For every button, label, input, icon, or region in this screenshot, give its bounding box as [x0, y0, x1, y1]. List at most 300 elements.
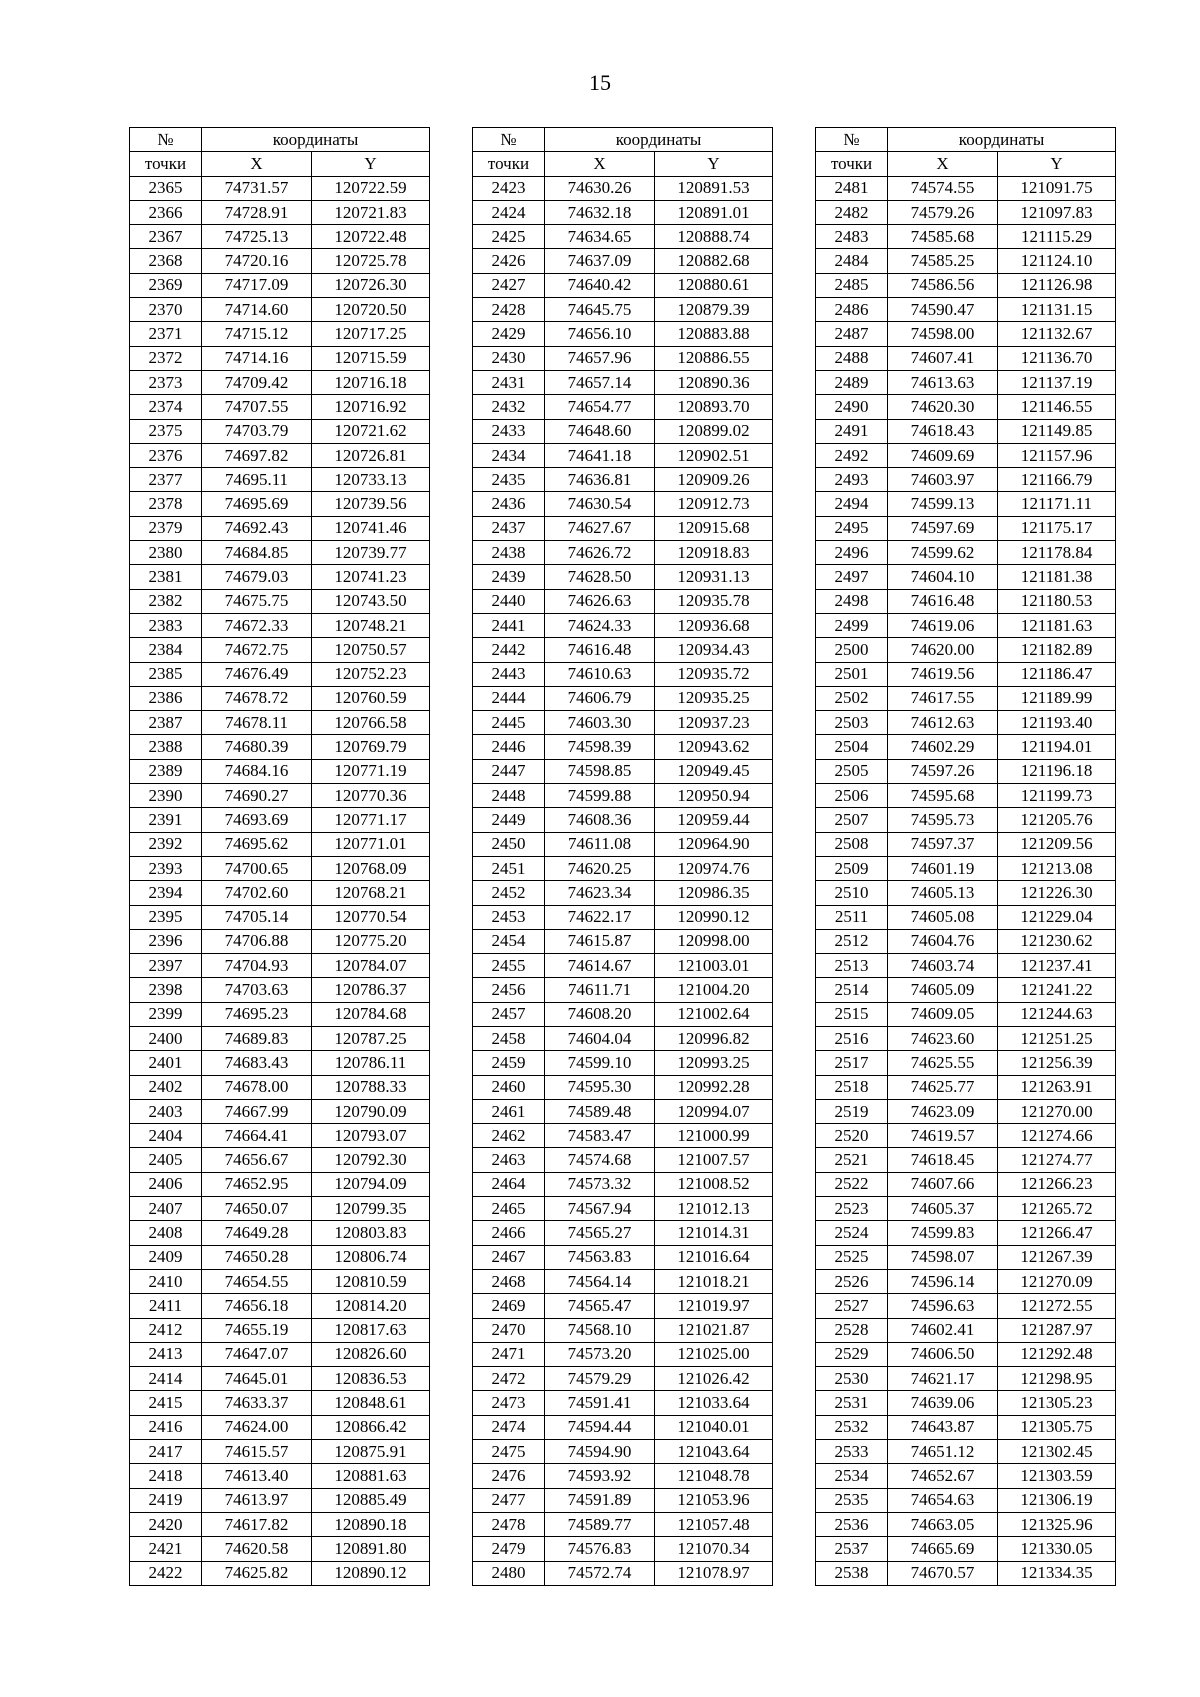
x-coordinate-cell: 74609.69: [888, 443, 998, 467]
y-coordinate-cell: 121256.39: [998, 1051, 1116, 1075]
point-number-cell: 2476: [473, 1464, 545, 1488]
y-coordinate-cell: 121205.76: [998, 808, 1116, 832]
y-coordinate-cell: 120931.13: [655, 565, 773, 589]
x-coordinate-cell: 74714.60: [202, 298, 312, 322]
y-coordinate-cell: 120784.07: [312, 954, 430, 978]
table-row: [473, 516, 773, 540]
y-coordinate-cell: 120891.53: [655, 176, 773, 200]
y-coordinate-cell: 120793.07: [312, 1124, 430, 1148]
y-coordinate-cell: 120891.01: [655, 200, 773, 224]
table-row: [130, 443, 430, 467]
point-number-cell: 2493: [816, 468, 888, 492]
x-coordinate-cell: 74678.11: [202, 711, 312, 735]
x-coordinate-cell: 74656.67: [202, 1148, 312, 1172]
x-coordinate-cell: 74648.60: [545, 419, 655, 443]
y-coordinate-cell: 120909.26: [655, 468, 773, 492]
y-coordinate-cell: 120788.33: [312, 1075, 430, 1099]
y-coordinate-cell: 121115.29: [998, 225, 1116, 249]
point-number-cell: 2414: [130, 1367, 202, 1391]
point-number-cell: 2452: [473, 881, 545, 905]
point-number-cell: 2488: [816, 346, 888, 370]
point-number-cell: 2461: [473, 1099, 545, 1123]
y-coordinate-cell: 120721.62: [312, 419, 430, 443]
x-coordinate-cell: 74602.29: [888, 735, 998, 759]
coordinate-tables: [129, 127, 1116, 1586]
x-coordinate-cell: 74567.94: [545, 1197, 655, 1221]
x-coordinate-cell: 74613.40: [202, 1464, 312, 1488]
table-row: [130, 1512, 430, 1536]
point-header: точки: [473, 152, 545, 176]
table-row: [816, 395, 1116, 419]
x-header: X: [202, 152, 312, 176]
point-number-cell: 2367: [130, 225, 202, 249]
point-number-cell: 2436: [473, 492, 545, 516]
x-coordinate-cell: 74678.00: [202, 1075, 312, 1099]
table-row: [130, 176, 430, 200]
point-number-cell: 2371: [130, 322, 202, 346]
point-number-cell: 2515: [816, 1002, 888, 1026]
x-coordinate-cell: 74703.63: [202, 978, 312, 1002]
y-coordinate-cell: 121330.05: [998, 1537, 1116, 1561]
y-coordinate-cell: 120836.53: [312, 1367, 430, 1391]
x-coordinate-cell: 74603.97: [888, 468, 998, 492]
y-coordinate-cell: 120715.59: [312, 346, 430, 370]
table-row: [473, 541, 773, 565]
x-coordinate-cell: 74650.07: [202, 1197, 312, 1221]
table-row: [816, 516, 1116, 540]
point-number-cell: 2510: [816, 881, 888, 905]
table-row: [473, 589, 773, 613]
x-coordinate-cell: 74599.62: [888, 541, 998, 565]
point-number-cell: 2425: [473, 225, 545, 249]
table-row: [816, 443, 1116, 467]
x-coordinate-cell: 74657.96: [545, 346, 655, 370]
point-number-cell: 2502: [816, 686, 888, 710]
x-coordinate-cell: 74695.11: [202, 468, 312, 492]
x-coordinate-cell: 74594.44: [545, 1415, 655, 1439]
x-coordinate-cell: 74620.58: [202, 1537, 312, 1561]
y-coordinate-cell: 121078.97: [655, 1561, 773, 1585]
x-coordinate-cell: 74728.91: [202, 200, 312, 224]
x-coordinate-cell: 74731.57: [202, 176, 312, 200]
point-number-cell: 2522: [816, 1172, 888, 1196]
y-coordinate-cell: 120902.51: [655, 443, 773, 467]
x-coordinate-cell: 74605.09: [888, 978, 998, 1002]
y-coordinate-cell: 120998.00: [655, 929, 773, 953]
y-coordinate-cell: 121181.38: [998, 565, 1116, 589]
x-coordinate-cell: 74608.20: [545, 1002, 655, 1026]
table-row: [473, 905, 773, 929]
x-coordinate-cell: 74595.30: [545, 1075, 655, 1099]
point-number-cell: 2372: [130, 346, 202, 370]
x-coordinate-cell: 74609.05: [888, 1002, 998, 1026]
y-coordinate-cell: 120935.78: [655, 589, 773, 613]
table-row: [473, 370, 773, 394]
y-coordinate-cell: 121272.55: [998, 1294, 1116, 1318]
y-coordinate-cell: 120986.35: [655, 881, 773, 905]
y-coordinate-cell: 120990.12: [655, 905, 773, 929]
table-row: [130, 225, 430, 249]
header-row: [473, 152, 773, 176]
y-coordinate-cell: 121263.91: [998, 1075, 1116, 1099]
y-coordinate-cell: 121048.78: [655, 1464, 773, 1488]
point-number-cell: 2507: [816, 808, 888, 832]
y-coordinate-cell: 120775.20: [312, 929, 430, 953]
point-number-cell: 2429: [473, 322, 545, 346]
x-coordinate-cell: 74620.00: [888, 638, 998, 662]
table-row: [130, 1561, 430, 1585]
point-number-cell: 2441: [473, 613, 545, 637]
x-coordinate-cell: 74627.67: [545, 516, 655, 540]
x-coordinate-cell: 74650.28: [202, 1245, 312, 1269]
y-coordinate-cell: 120726.81: [312, 443, 430, 467]
x-coordinate-cell: 74649.28: [202, 1221, 312, 1245]
table-row: [816, 1099, 1116, 1123]
y-coordinate-cell: 121146.55: [998, 395, 1116, 419]
point-number-cell: 2379: [130, 516, 202, 540]
table-row: [473, 735, 773, 759]
y-coordinate-cell: 121136.70: [998, 346, 1116, 370]
point-header: точки: [816, 152, 888, 176]
table-row: [473, 1464, 773, 1488]
x-coordinate-cell: 74641.18: [545, 443, 655, 467]
table-row: [816, 881, 1116, 905]
table-row: [816, 1318, 1116, 1342]
y-coordinate-cell: 120881.63: [312, 1464, 430, 1488]
y-coordinate-cell: 121126.98: [998, 273, 1116, 297]
x-coordinate-cell: 74623.09: [888, 1099, 998, 1123]
table-row: [130, 1099, 430, 1123]
table-row: [130, 395, 430, 419]
point-number-cell: 2433: [473, 419, 545, 443]
y-coordinate-cell: 121070.34: [655, 1537, 773, 1561]
table-row: [816, 200, 1116, 224]
x-coordinate-cell: 74667.99: [202, 1099, 312, 1123]
point-number-cell: 2366: [130, 200, 202, 224]
y-coordinate-cell: 121244.63: [998, 1002, 1116, 1026]
x-coordinate-cell: 74620.30: [888, 395, 998, 419]
point-number-cell: 2497: [816, 565, 888, 589]
x-coordinate-cell: 74612.63: [888, 711, 998, 735]
x-coordinate-cell: 74613.63: [888, 370, 998, 394]
y-coordinate-cell: 121004.20: [655, 978, 773, 1002]
x-coordinate-cell: 74599.83: [888, 1221, 998, 1245]
x-coordinate-cell: 74625.77: [888, 1075, 998, 1099]
point-number-cell: 2447: [473, 759, 545, 783]
x-coordinate-cell: 74639.06: [888, 1391, 998, 1415]
x-coordinate-cell: 74652.67: [888, 1464, 998, 1488]
point-number-cell: 2505: [816, 759, 888, 783]
point-number-cell: 2417: [130, 1440, 202, 1464]
point-number-cell: 2506: [816, 784, 888, 808]
point-number-cell: 2460: [473, 1075, 545, 1099]
table-row: [816, 370, 1116, 394]
x-coordinate-cell: 74695.62: [202, 832, 312, 856]
header-row: [473, 128, 773, 152]
table-row: [816, 808, 1116, 832]
y-coordinate-cell: 120890.36: [655, 370, 773, 394]
table-row: [816, 225, 1116, 249]
x-coordinate-cell: 74565.27: [545, 1221, 655, 1245]
point-number-cell: 2390: [130, 784, 202, 808]
x-coordinate-cell: 74617.82: [202, 1512, 312, 1536]
x-coordinate-cell: 74705.14: [202, 905, 312, 929]
x-coordinate-cell: 74700.65: [202, 856, 312, 880]
table-row: [816, 662, 1116, 686]
point-number-cell: 2498: [816, 589, 888, 613]
y-coordinate-cell: 120721.83: [312, 200, 430, 224]
point-number-cell: 2466: [473, 1221, 545, 1245]
x-coordinate-cell: 74598.07: [888, 1245, 998, 1269]
table-row: [473, 856, 773, 880]
x-coordinate-cell: 74605.08: [888, 905, 998, 929]
point-number-cell: 2444: [473, 686, 545, 710]
point-number-cell: 2453: [473, 905, 545, 929]
x-coordinate-cell: 74574.55: [888, 176, 998, 200]
point-number-cell: 2523: [816, 1197, 888, 1221]
point-number-cell: 2501: [816, 662, 888, 686]
y-coordinate-cell: 121305.23: [998, 1391, 1116, 1415]
point-number-cell: 2397: [130, 954, 202, 978]
x-coordinate-cell: 74693.69: [202, 808, 312, 832]
y-coordinate-cell: 120750.57: [312, 638, 430, 662]
y-header: Y: [312, 152, 430, 176]
table-row: [473, 1245, 773, 1269]
x-coordinate-cell: 74625.55: [888, 1051, 998, 1075]
x-coordinate-cell: 74652.95: [202, 1172, 312, 1196]
y-coordinate-cell: 120935.25: [655, 686, 773, 710]
table-row: [473, 638, 773, 662]
x-coordinate-cell: 74692.43: [202, 516, 312, 540]
y-coordinate-cell: 120784.68: [312, 1002, 430, 1026]
table-row: [473, 686, 773, 710]
x-coordinate-cell: 74596.63: [888, 1294, 998, 1318]
table-row: [816, 1440, 1116, 1464]
table-row: [130, 832, 430, 856]
table-row: [473, 1561, 773, 1585]
point-number-cell: 2465: [473, 1197, 545, 1221]
y-coordinate-cell: 120935.72: [655, 662, 773, 686]
table-row: [130, 492, 430, 516]
table-row: [473, 1148, 773, 1172]
table-row: [816, 565, 1116, 589]
table-row: [816, 832, 1116, 856]
y-coordinate-cell: 120875.91: [312, 1440, 430, 1464]
y-coordinate-cell: 120769.79: [312, 735, 430, 759]
y-coordinate-cell: 120787.25: [312, 1026, 430, 1050]
y-coordinate-cell: 120766.58: [312, 711, 430, 735]
x-coordinate-cell: 74615.87: [545, 929, 655, 953]
table-row: [473, 929, 773, 953]
table-row: [816, 1537, 1116, 1561]
table-row: [473, 200, 773, 224]
table-row: [130, 1464, 430, 1488]
table-row: [473, 249, 773, 273]
point-number-cell: 2449: [473, 808, 545, 832]
y-coordinate-cell: 121251.25: [998, 1026, 1116, 1050]
y-coordinate-cell: 120741.23: [312, 565, 430, 589]
x-coordinate-cell: 74663.05: [888, 1512, 998, 1536]
x-coordinate-cell: 74613.97: [202, 1488, 312, 1512]
point-number-cell: 2504: [816, 735, 888, 759]
table-row: [130, 1294, 430, 1318]
point-number-cell: 2424: [473, 200, 545, 224]
y-coordinate-cell: 120722.59: [312, 176, 430, 200]
x-coordinate-cell: 74591.41: [545, 1391, 655, 1415]
table-row: [473, 346, 773, 370]
table-row: [473, 565, 773, 589]
table-row: [130, 370, 430, 394]
table-row: [130, 419, 430, 443]
point-number-cell: 2467: [473, 1245, 545, 1269]
y-coordinate-cell: 121213.08: [998, 856, 1116, 880]
y-coordinate-cell: 121097.83: [998, 200, 1116, 224]
table-row: [473, 1294, 773, 1318]
y-coordinate-cell: 121306.19: [998, 1488, 1116, 1512]
x-coordinate-cell: 74611.08: [545, 832, 655, 856]
y-coordinate-cell: 120893.70: [655, 395, 773, 419]
y-coordinate-cell: 121132.67: [998, 322, 1116, 346]
point-number-cell: 2426: [473, 249, 545, 273]
point-number-cell: 2492: [816, 443, 888, 467]
y-coordinate-cell: 120885.49: [312, 1488, 430, 1512]
y-coordinate-cell: 121040.01: [655, 1415, 773, 1439]
y-coordinate-cell: 121018.21: [655, 1269, 773, 1293]
x-coordinate-cell: 74703.79: [202, 419, 312, 443]
table-row: [130, 808, 430, 832]
x-coordinate-cell: 74670.57: [888, 1561, 998, 1585]
y-coordinate-cell: 121334.35: [998, 1561, 1116, 1585]
x-coordinate-cell: 74683.43: [202, 1051, 312, 1075]
x-coordinate-cell: 74596.14: [888, 1269, 998, 1293]
y-coordinate-cell: 121194.01: [998, 735, 1116, 759]
point-number-cell: 2509: [816, 856, 888, 880]
point-number-cell: 2521: [816, 1148, 888, 1172]
table-row: [473, 176, 773, 200]
point-number-cell: 2489: [816, 370, 888, 394]
table-row: [473, 1391, 773, 1415]
x-coordinate-cell: 74594.90: [545, 1440, 655, 1464]
x-coordinate-cell: 74618.43: [888, 419, 998, 443]
x-coordinate-cell: 74604.10: [888, 565, 998, 589]
y-coordinate-cell: 121265.72: [998, 1197, 1116, 1221]
y-coordinate-cell: 121021.87: [655, 1318, 773, 1342]
point-number-cell: 2538: [816, 1561, 888, 1585]
table-row: [130, 1148, 430, 1172]
point-number-cell: 2483: [816, 225, 888, 249]
x-coordinate-cell: 74656.18: [202, 1294, 312, 1318]
x-coordinate-cell: 74615.57: [202, 1440, 312, 1464]
table-row: [816, 468, 1116, 492]
x-coordinate-cell: 74589.48: [545, 1099, 655, 1123]
table-row: [816, 1294, 1116, 1318]
table-row: [473, 711, 773, 735]
x-coordinate-cell: 74579.26: [888, 200, 998, 224]
x-coordinate-cell: 74620.25: [545, 856, 655, 880]
x-coordinate-cell: 74604.76: [888, 929, 998, 953]
table-row: [473, 662, 773, 686]
y-coordinate-cell: 120918.83: [655, 541, 773, 565]
table-row: [130, 1172, 430, 1196]
table-row: [816, 1269, 1116, 1293]
x-coordinate-cell: 74597.69: [888, 516, 998, 540]
table-row: [473, 395, 773, 419]
point-number-cell: 2404: [130, 1124, 202, 1148]
y-coordinate-cell: 120741.46: [312, 516, 430, 540]
table-row: [816, 1026, 1116, 1050]
table-row: [473, 443, 773, 467]
y-coordinate-cell: 120752.23: [312, 662, 430, 686]
x-coordinate-cell: 74601.19: [888, 856, 998, 880]
y-coordinate-cell: 121007.57: [655, 1148, 773, 1172]
y-coordinate-cell: 121026.42: [655, 1367, 773, 1391]
table-row: [816, 589, 1116, 613]
y-coordinate-cell: 120768.09: [312, 856, 430, 880]
table-row: [473, 784, 773, 808]
table-row: [130, 346, 430, 370]
point-number-cell: 2536: [816, 1512, 888, 1536]
point-number-cell: 2526: [816, 1269, 888, 1293]
point-number-cell: 2422: [130, 1561, 202, 1585]
header-row: [816, 152, 1116, 176]
y-coordinate-cell: 120817.63: [312, 1318, 430, 1342]
point-number-cell: 2470: [473, 1318, 545, 1342]
table-row: [473, 1221, 773, 1245]
point-number-cell: 2469: [473, 1294, 545, 1318]
point-number-cell: 2389: [130, 759, 202, 783]
y-coordinate-cell: 121303.59: [998, 1464, 1116, 1488]
y-coordinate-cell: 121043.64: [655, 1440, 773, 1464]
table-row: [130, 1488, 430, 1512]
table-row: [130, 1026, 430, 1050]
y-coordinate-cell: 120803.83: [312, 1221, 430, 1245]
x-coordinate-cell: 74651.12: [888, 1440, 998, 1464]
y-coordinate-cell: 121181.63: [998, 613, 1116, 637]
table-row: [130, 929, 430, 953]
x-coordinate-cell: 74590.47: [888, 298, 998, 322]
y-coordinate-cell: 121229.04: [998, 905, 1116, 929]
table-row: [473, 1026, 773, 1050]
y-coordinate-cell: 120964.90: [655, 832, 773, 856]
point-number-cell: 2534: [816, 1464, 888, 1488]
y-coordinate-cell: 120912.73: [655, 492, 773, 516]
y-coordinate-cell: 120733.13: [312, 468, 430, 492]
table-row: [130, 905, 430, 929]
x-coordinate-cell: 74626.72: [545, 541, 655, 565]
table-row: [816, 735, 1116, 759]
point-number-cell: 2500: [816, 638, 888, 662]
table-row: [130, 1342, 430, 1366]
point-number-cell: 2508: [816, 832, 888, 856]
x-coordinate-cell: 74717.09: [202, 273, 312, 297]
point-number-cell: 2516: [816, 1026, 888, 1050]
x-coordinate-cell: 74608.36: [545, 808, 655, 832]
x-coordinate-cell: 74643.87: [888, 1415, 998, 1439]
table-row: [816, 298, 1116, 322]
point-number-cell: 2413: [130, 1342, 202, 1366]
y-coordinate-cell: 121305.75: [998, 1415, 1116, 1439]
point-number-cell: 2415: [130, 1391, 202, 1415]
table-row: [130, 856, 430, 880]
point-number-cell: 2531: [816, 1391, 888, 1415]
point-number-cell: 2468: [473, 1269, 545, 1293]
table-row: [473, 1512, 773, 1536]
point-number-cell: 2484: [816, 249, 888, 273]
point-number-cell: 2475: [473, 1440, 545, 1464]
x-coordinate-cell: 74675.75: [202, 589, 312, 613]
point-number-cell: 2383: [130, 613, 202, 637]
point-number-cell: 2446: [473, 735, 545, 759]
